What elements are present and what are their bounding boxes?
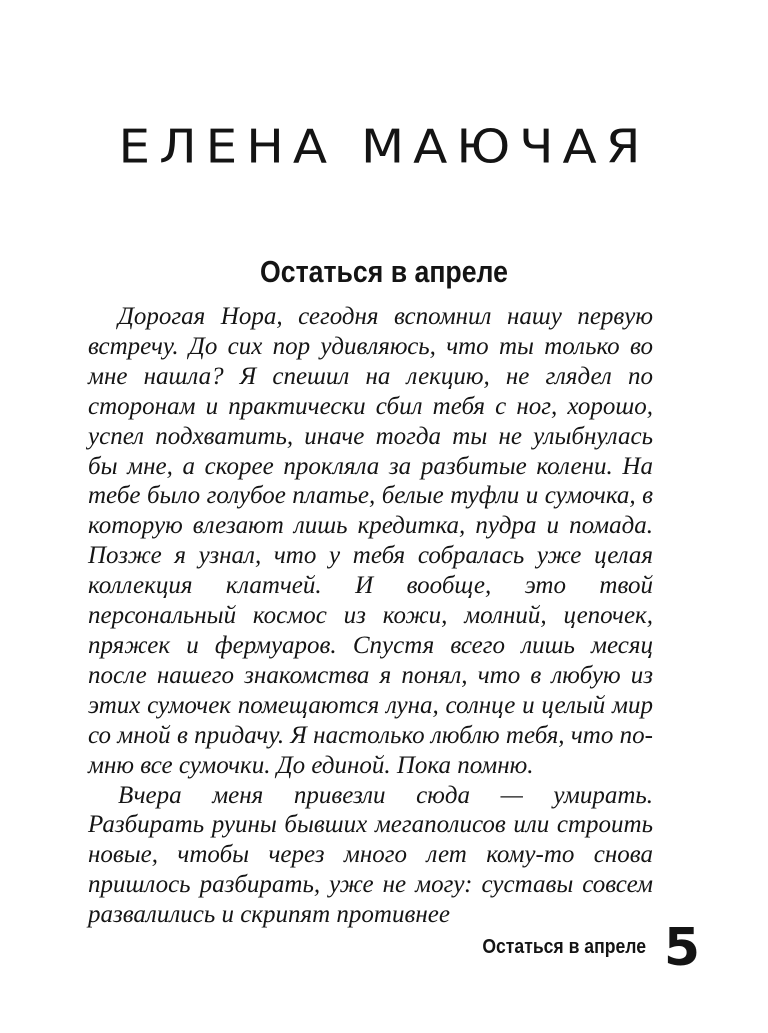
page-number: 5 — [663, 918, 701, 978]
paragraph: Дорогая Нора, сегодня вспомнил нашу первую встречу. До сих пор удивляюсь, что ты только во мне нашла? Я спешил на лекцию, не глядел по сторонам и практически сбил тебя с ног, хорошо, успел подхватить, иначе тогда ты не улыбнулась бы мне, а скорее прокляла за разбитые колени. На тебе было голубое платье, белые туфли и сумочка, в которую влезают лишь кредитка, пудра и помада. Позже я узнал, что у тебя собралась уже целая коллекция клатчей. И вообще, это твой персональный космос из кожи, молний, цепочек, пряжек и фермуаров. Спустя всего лишь месяц после нашего знакомства я понял, что в любую из этих сумочек помещаются луна, солнце и целый мир со мной в придачу. Я настолько люблю тебя, что помню все сумочки. До единой. Пока помню. — [88, 303, 653, 779]
author-name: ЕЛЕНА МАЮЧАЯ — [118, 120, 650, 174]
paragraph: Вчера меня привезли сюда — умирать. Разбирать руины бывших мегаполисов или строить новые, чтобы через много лет кому-то снова пришлось разбирать, уже не могу: суставы совсем развалились и скрипят противнее — [88, 781, 653, 929]
running-title: Остаться в апреле — [482, 936, 646, 958]
chapter-title: Остаться в апреле — [260, 254, 508, 289]
body-text — [88, 302, 653, 930]
